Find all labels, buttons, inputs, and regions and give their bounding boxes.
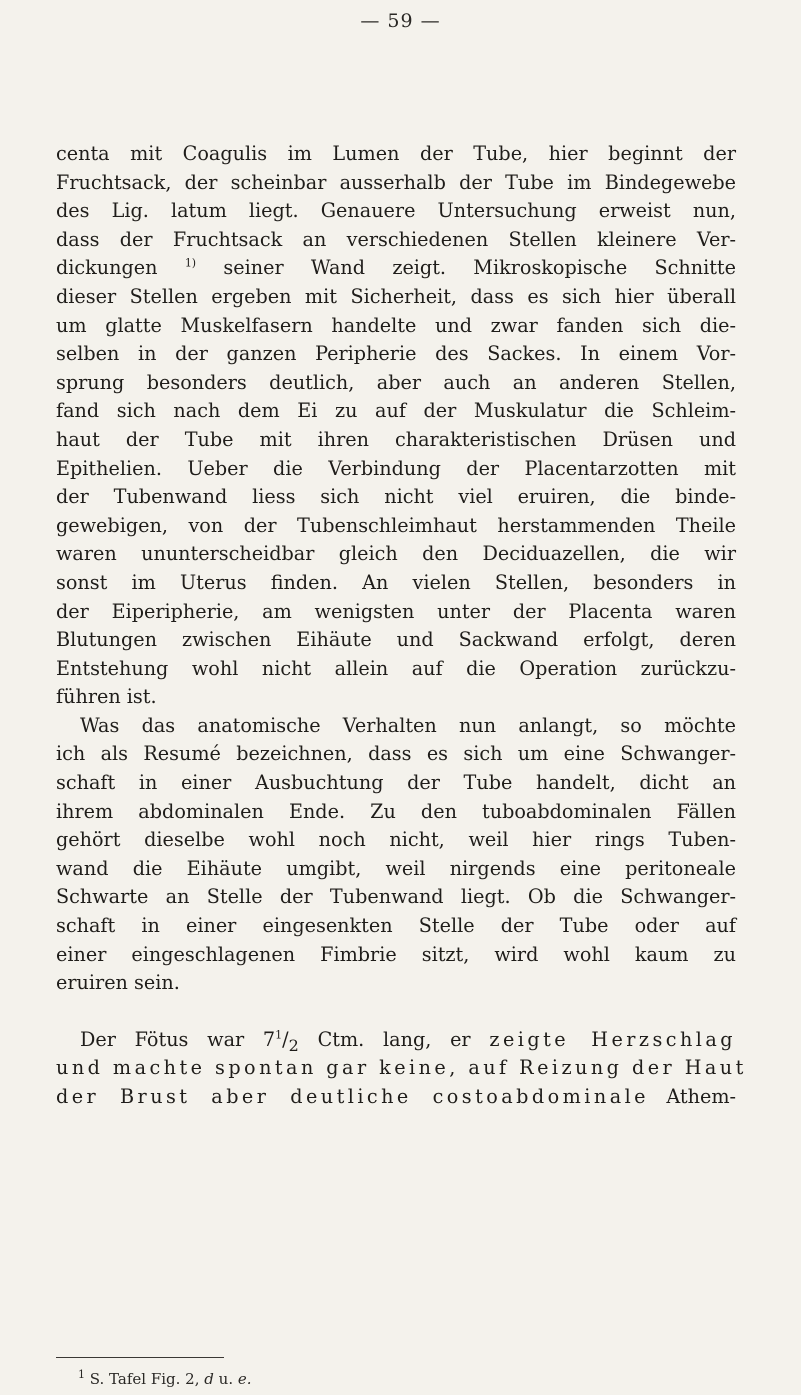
text-line: Entstehung wohl nicht allein auf die Operation zurückzu- [56, 656, 736, 680]
paragraph-2 [56, 712, 736, 998]
text-line: centa mit Coagulis im Lumen der Tube, hier beginnt der [56, 142, 736, 165]
text-fragment: Ctm. lang, er [298, 1027, 471, 1051]
text-line: sprung besonders deutlich, aber auch an anderen Stellen, [56, 370, 736, 394]
emphasized-text: der Brust aber deutliche costoabdominale [56, 1085, 649, 1108]
footnote-reference: 1) [184, 256, 197, 270]
text-line: des Lig. latum liegt. Genauere Untersuchung erweist nun, [56, 199, 736, 223]
paragraph-3 [56, 1026, 747, 1112]
text-line: haut der Tube mit ihren charakteristischen Drüsen und [56, 427, 736, 451]
footnote [78, 1370, 252, 1388]
text-line: waren ununterscheidbar gleich den Deciduazellen, die wir [56, 542, 736, 566]
text-line: Was das anatomische Verhalten nun anlangt, so möchte [80, 713, 736, 737]
footnote-italic-d: d [204, 1370, 214, 1388]
text-fragment: Athem- [649, 1085, 736, 1108]
text-line: eruiren sein. [56, 971, 180, 995]
text-line: schaft in einer eingesenkten Stelle der Tube oder auf [56, 914, 736, 938]
text-line: fand sich nach dem Ei zu auf der Muskulatur die Schleim- [56, 399, 736, 423]
text-line: dass der Fruchtsack an verschiedenen Stellen kleinere Ver- [56, 227, 736, 251]
text-line: der Tubenwand liess sich nicht viel eruiren, die binde- [56, 485, 736, 509]
footnote-italic-e: e. [237, 1370, 252, 1388]
emphasized-text: zeigte Herzschlag [489, 1027, 737, 1051]
fraction-numerator: 1 [275, 1028, 283, 1042]
text-line: Der Fötus war $7^1/_2$ Ctm. lang, er zeigte Herzschlag [80, 1027, 737, 1055]
page-number: — 59 — [360, 10, 441, 32]
text-line: sonst im Uterus finden. An vielen Stellen, besonders in [56, 570, 736, 594]
text-line: Fruchtsack, der scheinbar ausserhalb der Tube im Bindegewebe [56, 170, 736, 194]
text-line: einer eingeschlagenen Fimbrie sitzt, wird wohl kaum zu [56, 942, 736, 966]
text-line: selben in der ganzen Peripherie des Sackes. In einem Vor- [56, 342, 736, 366]
text-line: Epithelien. Ueber die Verbindung der Placentarzotten mit [56, 456, 736, 480]
text-line: dieser Stellen ergeben mit Sicherheit, dass es sich hier überall [56, 284, 736, 308]
text-line [56, 254, 736, 283]
text-line: schaft in einer Ausbuchtung der Tube handelt, dicht an [56, 771, 736, 795]
fraction-denominator: 2 [288, 1035, 299, 1055]
text-fragment: Der Fötus war 7 [80, 1027, 276, 1051]
text-line [56, 1083, 736, 1112]
paragraph-gap [56, 998, 736, 1026]
text-line: der Eiperipherie, am wenigsten unter der Placenta waren [56, 599, 736, 623]
footnote-marker: 1 [78, 1368, 85, 1381]
text-line: Schwarte an Stelle der Tubenwand liegt. Ob die Schwanger- [56, 885, 736, 909]
text-fragment: dickungen [56, 256, 158, 280]
text-fragment: seiner Wand zeigt. Mikroskopische Schnitte [223, 256, 736, 280]
text-line: um glatte Muskelfasern handelte und zwar fanden sich die- [56, 313, 736, 337]
text-line: Blutungen zwischen Eihäute und Sackwand erfolgt, deren [56, 628, 736, 652]
text-line: ihrem abdominalen Ende. Zu den tuboabdominalen Fällen [56, 799, 736, 823]
emphasized-line: und machte spontan gar keine, auf Reizung der Haut [56, 1056, 747, 1080]
text-line: gewebigen, von der Tubenschleimhaut herstammenden Theile [56, 513, 736, 537]
footnote-text: S. Tafel Fig. 2, [89, 1370, 200, 1388]
text-line: führen ist. [56, 685, 157, 709]
text-line: wand die Eihäute umgibt, weil nirgends eine peritoneale [56, 856, 736, 880]
paragraph-1 [56, 140, 736, 712]
body-text [56, 140, 747, 1112]
text-line: ich als Resumé bezeichnen, dass es sich um eine Schwanger- [56, 742, 736, 766]
footnote-text-mid: u. [218, 1370, 234, 1388]
text-line: gehört dieselbe wohl noch nicht, weil hier rings Tuben- [56, 828, 736, 852]
footnote-divider [56, 1357, 224, 1358]
